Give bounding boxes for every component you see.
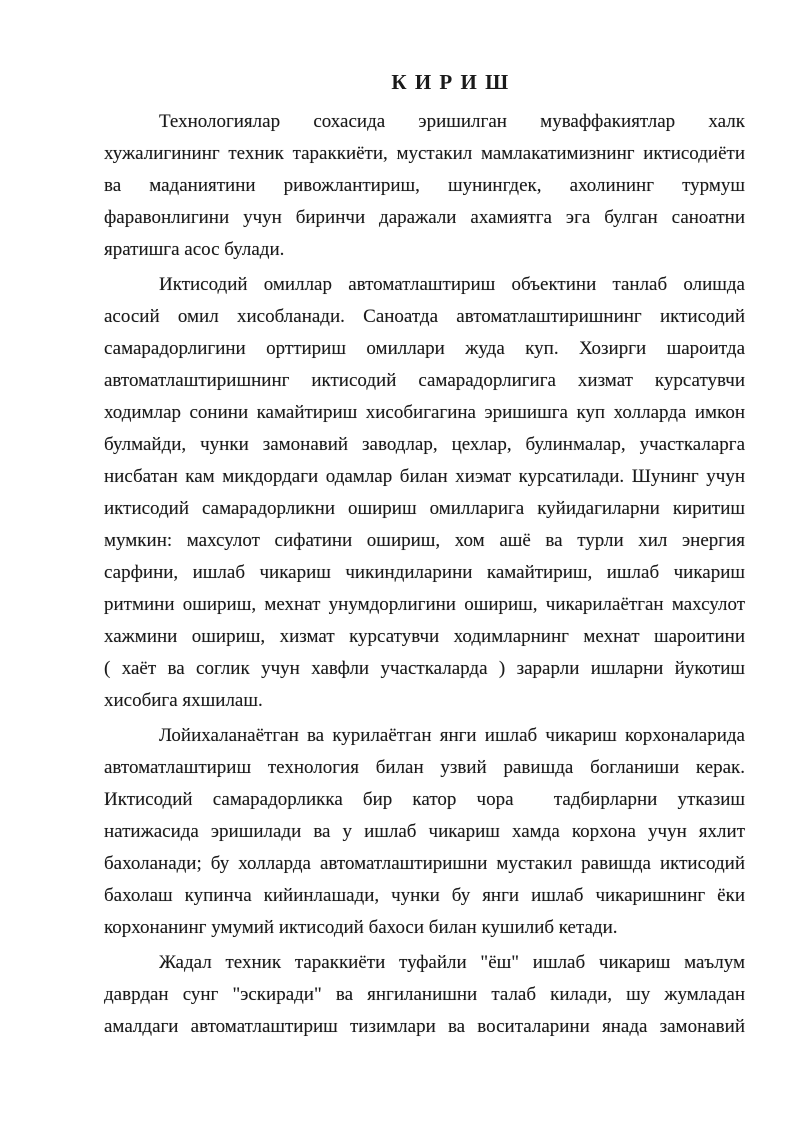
text-line: амалдаги автоматлаштириш тизимлари ва воситаларини янада замонавий — [104, 1016, 745, 1037]
text-line: Технологиялар сохасида эришилган муваффакиятлар халк — [159, 111, 745, 132]
text-line: асосий омил хисобланади. Саноатда автоматлаштиришнинг иктисодий — [104, 306, 745, 327]
text-line: фаравонлигини учун биринчи даражали ахамиятга эга булган саноатни — [104, 207, 745, 228]
paragraph — [104, 269, 745, 717]
text-line: даврдан сунг "эскиради" ва янгиланишни талаб килади, шу жумладан — [104, 984, 745, 1005]
text-line: сарфини, ишлаб чикариш чикиндиларини камайтириш, ишлаб чикариш — [104, 562, 745, 583]
text-line: ритмини ошириш, мехнат унумдорлигини ошириш, чикарилаётган махсулот — [104, 594, 745, 615]
paragraph — [104, 106, 745, 266]
text-line: Иктисодий самарадорликка бир катор чора тадбирларни утказиш — [104, 789, 745, 810]
document-body — [104, 106, 745, 1043]
text-line: корхонанинг умумий иктисодий бахоси билан кушилиб кетади. — [104, 917, 618, 938]
text-line: бахоланади; бу холларда автоматлаштиришни мустакил равишда иктисодий — [104, 853, 745, 874]
text-line: яратишга асос булади. — [104, 239, 285, 260]
text-line: автоматлаштиришнинг иктисодий самарадорлигига хизмат курсатувчи — [104, 370, 745, 391]
text-line: самарадорлигини орттириш омиллари жуда куп. Хозирги шароитда — [104, 338, 745, 359]
text-line: Лойихаланаётган ва курилаётган янги ишлаб чикариш корхоналарида — [159, 725, 745, 746]
text-line: бахолаш купинча кийинлашади, чунки бу янги ишлаб чикаришнинг ёки — [104, 885, 745, 906]
text-line: ва маданиятини ривожлантириш, шунингдек, ахолининг турмуш — [104, 175, 745, 196]
page-title: К И Р И Ш — [391, 70, 510, 94]
text-line: Иктисодий омиллар автоматлаштириш объектини танлаб олишда — [159, 274, 745, 295]
text-line: автоматлаштириш технология билан узвий равишда богланиши керак. — [104, 757, 745, 778]
text-line: хажмини ошириш, хизмат курсатувчи ходимларнинг мехнат шароитини — [104, 626, 745, 647]
document-content — [104, 64, 745, 1046]
paragraph — [104, 720, 745, 944]
paragraph — [104, 947, 745, 1043]
text-line: иктисодий самарадорликни ошириш омилларига куйидагиларни киритиш — [104, 498, 745, 519]
text-line: натижасида эришилади ва у ишлаб чикариш хамда корхона учун яхлит — [104, 821, 745, 842]
text-line: ходимлар сонини камайтириш хисобигагина эришишга куп холларда имкон — [104, 402, 745, 423]
text-line: нисбатан кам микдордаги одамлар билан хиэмат курсатилади. Шунинг учун — [104, 466, 745, 487]
text-line: булмайди, чунки замонавий заводлар, цехлар, булинмалар, участкаларга — [104, 434, 745, 455]
text-line: Жадал техник тараккиёти туфайли "ёш" ишлаб чикариш маълум — [159, 952, 745, 973]
text-line: хисобига яхшилаш. — [104, 690, 263, 711]
text-line: хужалигининг техник тараккиёти, мустакил мамлакатимизнинг иктисодиёти — [104, 143, 745, 164]
text-line: мумкин: махсулот сифатини ошириш, хом ашё ва турли хил энергия — [104, 530, 745, 551]
text-line: ( хаёт ва соглик учун хавфли участкаларда ) зарарли ишларни йукотиш — [104, 658, 745, 679]
